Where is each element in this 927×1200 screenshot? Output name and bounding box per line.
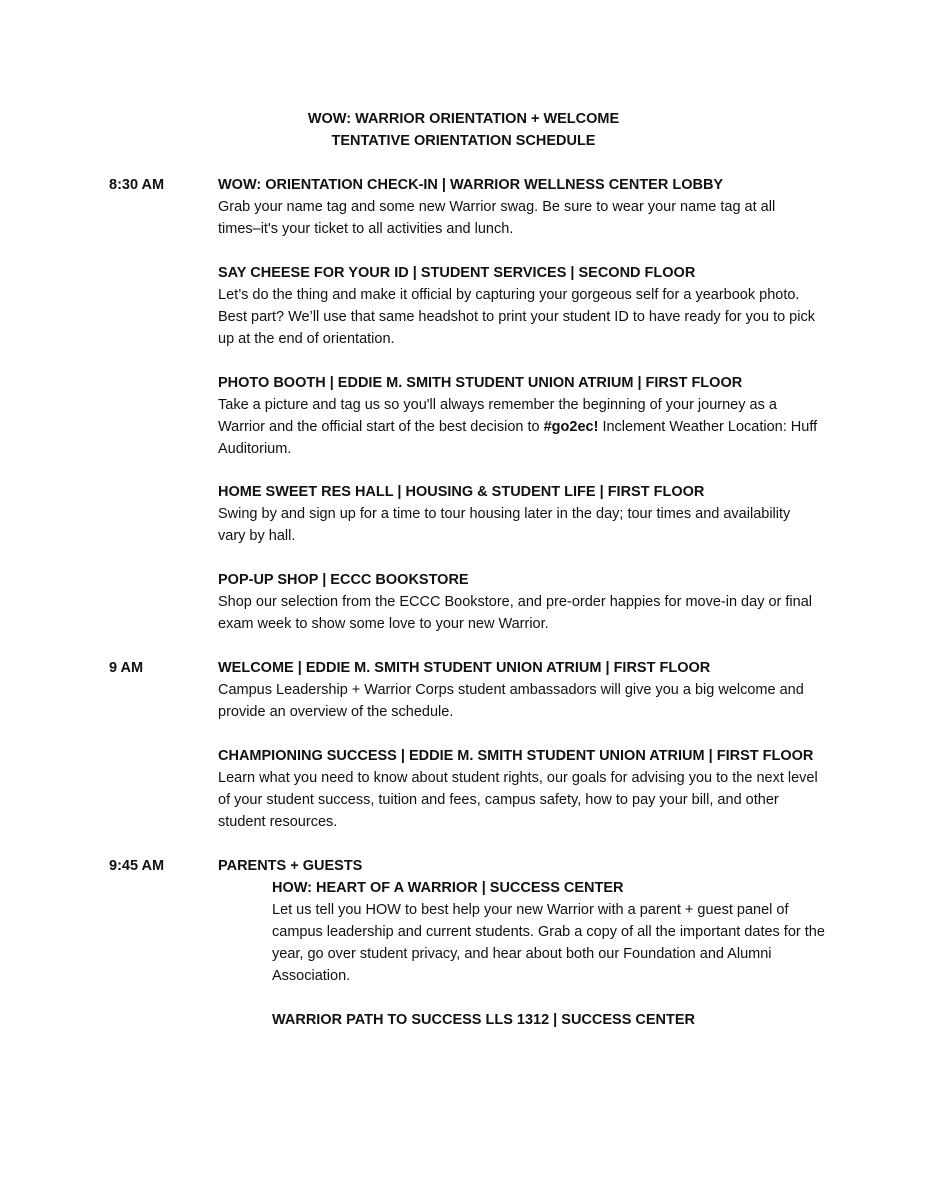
event-description: Learn what you need to know about student rights, our goals for advising you to the next level of your student success, tuition and fees, campus safety, how to pay your bill, and other student resources. xyxy=(218,770,818,830)
event-heading: PARENTS + GUESTS xyxy=(218,858,363,874)
event-description: Swing by and sign up for a time to tour housing later in the day; tour times and availability vary by hall. xyxy=(218,506,791,544)
event-parents xyxy=(218,855,818,877)
event-heading: WARRIOR PATH TO SUCCESS LLS 1312 | SUCCESS CENTER xyxy=(272,1012,696,1028)
event-heading: HOW: HEART OF A WARRIOR | SUCCESS CENTER xyxy=(272,880,624,896)
event-id-photo xyxy=(218,262,818,350)
event-heading: CHAMPIONING SUCCESS | EDDIE M. SMITH STUDENT UNION ATRIUM | FIRST FLOOR xyxy=(218,748,814,764)
event-description: Let’s do the thing and make it official by capturing your gorgeous self for a yearbook photo. Best part? We’ll use that same headshot to print your student ID to have ready for you to pick up at the end of orientation. xyxy=(218,287,815,347)
event-photo-booth xyxy=(218,372,818,460)
event-heading: PHOTO BOOTH | EDDIE M. SMITH STUDENT UNION ATRIUM | FIRST FLOOR xyxy=(218,375,743,391)
event-heading: POP-UP SHOP | ECCC BOOKSTORE xyxy=(218,572,469,588)
event-description: Campus Leadership + Warrior Corps student ambassadors will give you a big welcome and provide an overview of the schedule. xyxy=(218,682,804,720)
event-description-part: Inclement Weather Location: Huff Auditorium. xyxy=(218,419,818,457)
event-how xyxy=(272,877,832,987)
time-label-900: 9 AM xyxy=(109,660,144,676)
event-housing xyxy=(218,481,818,547)
event-checkin xyxy=(218,174,818,240)
event-welcome xyxy=(218,657,818,723)
document-subtitle: TENTATIVE ORIENTATION SCHEDULE xyxy=(331,133,596,149)
event-description: Grab your name tag and some new Warrior swag. Be sure to wear your name tag at all times–it's your ticket to all activities and lunch. xyxy=(218,199,776,237)
time-label-830: 8:30 AM xyxy=(109,177,165,193)
event-description: Let us tell you HOW to best help your new Warrior with a parent + guest panel of campus leadership and current students. Grab a copy of all the important dates for the year, go over student privacy, and hear about both our Foundation and Alumni Association. xyxy=(272,902,825,984)
event-championing xyxy=(218,745,818,833)
event-heading: SAY CHEESE FOR YOUR ID | STUDENT SERVICES | SECOND FLOOR xyxy=(218,265,696,281)
event-heading: WOW: ORIENTATION CHECK-IN | WARRIOR WELLNESS CENTER LOBBY xyxy=(218,177,724,193)
event-warrior-path xyxy=(272,1009,832,1031)
event-heading: HOME SWEET RES HALL | HOUSING & STUDENT LIFE | FIRST FLOOR xyxy=(218,484,705,500)
hashtag: #go2ec! xyxy=(543,419,599,435)
event-popup-shop xyxy=(218,569,818,635)
event-description: Shop our selection from the ECCC Bookstore, and pre-order happies for move-in day or final exam week to show some love to your new Warrior. xyxy=(218,594,812,632)
document-title: WOW: WARRIOR ORIENTATION + WELCOME xyxy=(307,111,620,127)
event-description-part: Take a picture and tag us so you'll always remember the beginning of your journey as a Warrior and the official start of the best decision to xyxy=(218,397,777,435)
event-heading: WELCOME | EDDIE M. SMITH STUDENT UNION ATRIUM | FIRST FLOOR xyxy=(218,660,711,676)
event-description xyxy=(218,394,818,460)
time-label-945: 9:45 AM xyxy=(109,858,165,874)
